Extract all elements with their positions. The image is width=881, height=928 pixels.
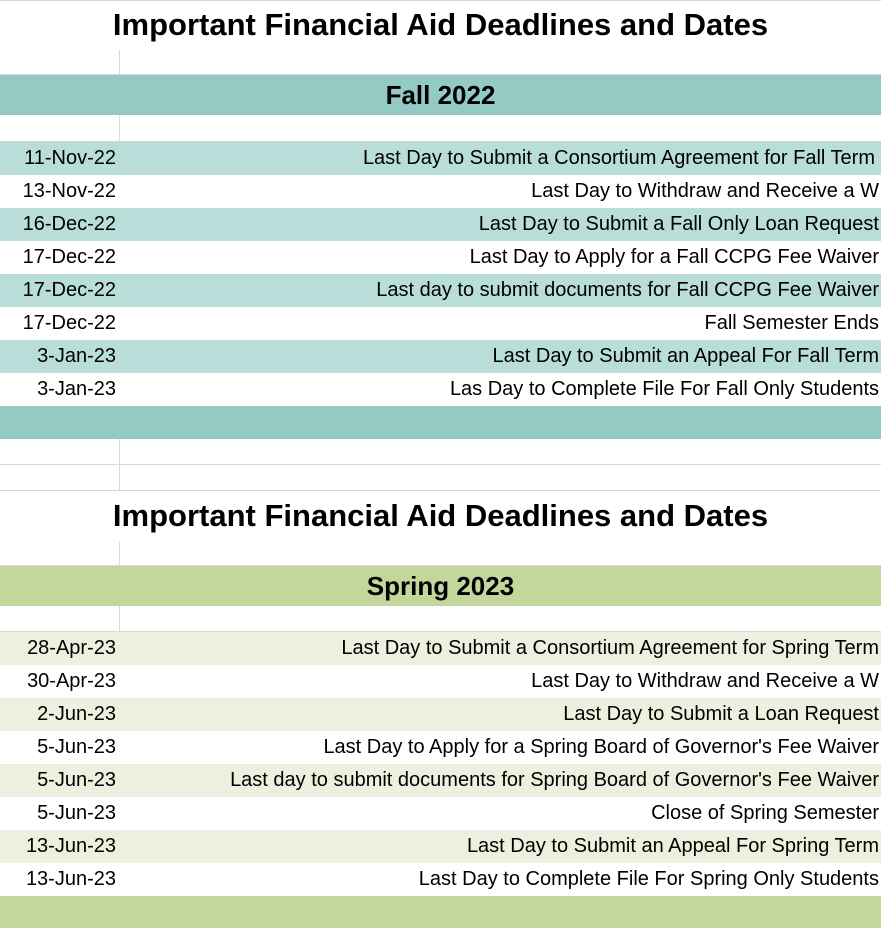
- date-cell[interactable]: 3-Jan-23: [37, 378, 116, 400]
- date-cell[interactable]: 2-Jun-23: [37, 703, 116, 725]
- table-row[interactable]: [0, 764, 881, 797]
- date-cell[interactable]: 13-Nov-22: [22, 180, 116, 202]
- blank-row[interactable]: [0, 541, 881, 566]
- blank-row[interactable]: [0, 439, 881, 465]
- spring-footer-band[interactable]: [0, 896, 881, 928]
- table-row[interactable]: [0, 241, 881, 274]
- table-row[interactable]: [0, 373, 881, 406]
- table-row[interactable]: [0, 797, 881, 830]
- event-cell[interactable]: Last Day to Apply for a Fall CCPG Fee Waiver: [469, 246, 879, 268]
- event-cell[interactable]: Last Day to Submit a Consortium Agreement for Fall Term: [362, 147, 875, 169]
- table-row[interactable]: [0, 208, 881, 241]
- table-row[interactable]: [0, 274, 881, 307]
- date-cell[interactable]: 5-Jun-23: [37, 802, 116, 824]
- event-cell[interactable]: Last Day to Submit an Appeal For Fall Term: [492, 345, 879, 367]
- table-row[interactable]: [0, 698, 881, 731]
- event-cell[interactable]: Close of Spring Semester: [651, 802, 879, 824]
- table-row[interactable]: [0, 830, 881, 863]
- event-cell[interactable]: Last day to submit documents for Spring Board of Governor's Fee Waiver: [230, 769, 879, 791]
- date-cell[interactable]: 3-Jan-23: [37, 345, 116, 367]
- table-row[interactable]: [0, 340, 881, 373]
- event-cell[interactable]: Last Day to Submit a Fall Only Loan Request: [478, 213, 879, 235]
- spring-title[interactable]: Important Financial Aid Deadlines and Dates: [112, 498, 769, 533]
- date-cell[interactable]: 5-Jun-23: [37, 769, 116, 791]
- event-cell[interactable]: Fall Semester Ends: [704, 312, 879, 334]
- date-cell[interactable]: 30-Apr-23: [27, 670, 116, 692]
- table-row[interactable]: [0, 731, 881, 764]
- date-cell[interactable]: 13-Jun-23: [25, 835, 116, 857]
- blank-row[interactable]: [0, 50, 881, 75]
- table-row[interactable]: [0, 665, 881, 698]
- event-cell[interactable]: Last day to submit documents for Fall CCPG Fee Waiver: [376, 279, 879, 301]
- date-cell[interactable]: 11-Nov-22: [24, 147, 116, 169]
- table-row[interactable]: [0, 142, 881, 175]
- date-cell[interactable]: 17-Dec-22: [22, 279, 116, 301]
- blank-row[interactable]: [0, 465, 881, 491]
- date-cell[interactable]: 16-Dec-22: [22, 213, 116, 235]
- table-row[interactable]: [0, 863, 881, 896]
- event-cell[interactable]: Las Day to Complete File For Fall Only Students: [449, 378, 879, 400]
- blank-row[interactable]: [0, 115, 881, 142]
- event-cell[interactable]: Last Day to Submit a Consortium Agreement for Spring Term: [341, 637, 879, 659]
- event-cell[interactable]: Last Day to Submit a Loan Request: [563, 703, 879, 725]
- fall-footer-band[interactable]: [0, 406, 881, 439]
- date-cell[interactable]: 17-Dec-22: [22, 246, 116, 268]
- date-cell[interactable]: 13-Jun-23: [25, 868, 116, 890]
- spring-term-header[interactable]: Spring 2023: [0, 566, 881, 606]
- date-cell[interactable]: 17-Dec-22: [22, 312, 116, 334]
- table-row[interactable]: [0, 632, 881, 665]
- event-cell[interactable]: Last Day to Apply for a Spring Board of Governor's Fee Waiver: [323, 736, 879, 758]
- date-cell[interactable]: 28-Apr-23: [27, 637, 116, 659]
- fall-title[interactable]: Important Financial Aid Deadlines and Dates: [112, 7, 769, 42]
- table-row[interactable]: [0, 175, 881, 208]
- event-cell[interactable]: Last Day to Withdraw and Receive a W: [531, 670, 879, 692]
- event-cell[interactable]: Last Day to Submit an Appeal For Spring Term: [466, 835, 879, 857]
- event-cell[interactable]: Last Day to Withdraw and Receive a W: [531, 180, 879, 202]
- blank-row[interactable]: [0, 606, 881, 632]
- date-cell[interactable]: 5-Jun-23: [37, 736, 116, 758]
- table-row[interactable]: [0, 307, 881, 340]
- event-cell[interactable]: Last Day to Complete File For Spring Only Students: [418, 868, 879, 890]
- fall-term-header[interactable]: Fall 2022: [0, 75, 881, 115]
